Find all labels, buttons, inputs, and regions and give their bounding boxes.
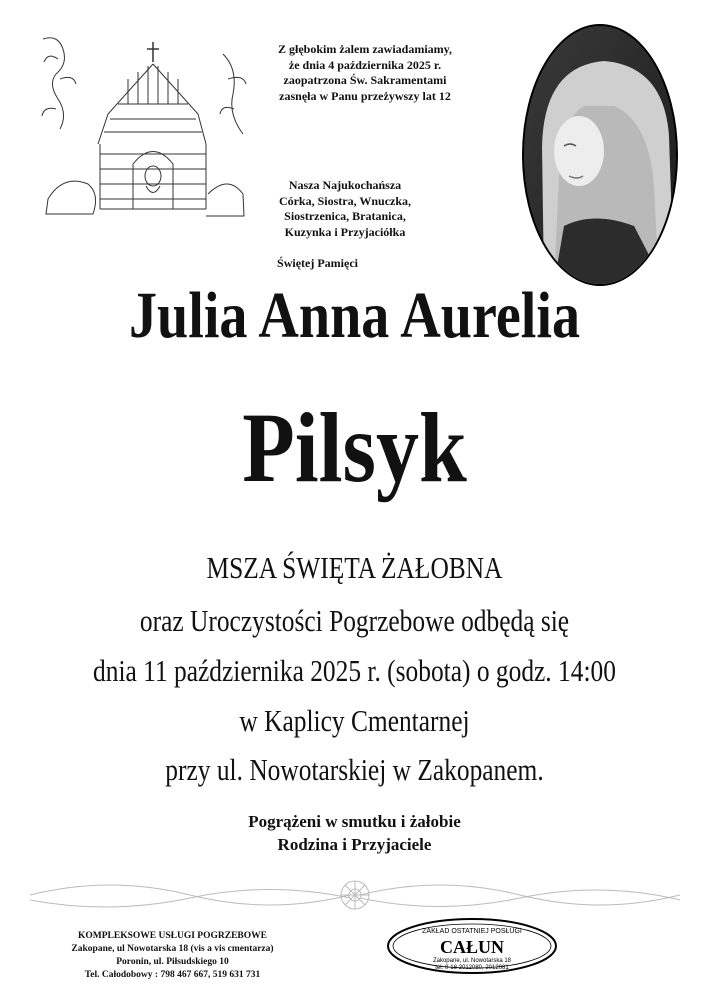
family-role-line: Siostrzenica, Bratanica, [284, 209, 406, 223]
family-roles [240, 178, 450, 240]
ceremony-date: dnia 11 października 2025 r. (sobota) o godz. 14:00 [93, 653, 616, 688]
intro-line: zasnęła w Panu przeżywszy lat 12 [279, 88, 451, 103]
company-name: KOMPLEKSOWE USŁUGI POGRZEBOWE [78, 931, 267, 941]
intro-line: że dnia 4 października 2025 r. [288, 57, 442, 72]
logo-arc-text: ZAKŁAD OSTATNIEJ POSŁUGI [422, 928, 522, 935]
mourners-line: Pogrążeni w smutku i żałobie [248, 812, 461, 831]
intro-line: Z głębokim żalem zawiadamiamy, [278, 42, 452, 56]
mass-title: MSZA ŚWIĘTA ŻAŁOBNA [206, 550, 503, 585]
intro-line: zaopatrzona Św. Sakramentami [283, 73, 447, 87]
logo-address: Zakopane, ul. Nowotarska 18 [432, 958, 512, 964]
address-line: Poronin, ul. Piłsudskiego 10 [116, 957, 229, 967]
funeral-home-info [30, 930, 315, 982]
logo-phone: tel. 0-18 2012080, 2012081 [435, 965, 509, 971]
family-role-line: Córka, Siostra, Wnuczka, [278, 193, 412, 208]
calun-logo [385, 916, 560, 976]
chapel-sketch [38, 24, 250, 224]
memory-label: Świętej Pamięci [277, 256, 358, 270]
surname: Pilsyk [242, 392, 467, 503]
ceremony-text: oraz Uroczystości Pogrzebowe odbędą się [139, 603, 570, 638]
ornament-divider [30, 870, 680, 920]
mourners [0, 810, 709, 856]
mourners-line: Rodzina i Przyjaciele [277, 835, 432, 854]
announcement-intro [235, 42, 495, 104]
portrait-photo [522, 24, 678, 286]
address-line: Zakopane, ul Nowotarska 18 (vis a vis cmentarza) [71, 944, 274, 954]
ceremony-address: przy ul. Nowotarskiej w Zakopanem. [165, 752, 544, 787]
family-role-line: Nasza Najukochańsza [288, 178, 402, 192]
phone-line: Tel. Całodobowy : 798 467 667, 519 631 731 [84, 970, 261, 980]
logo-name: CAŁUN [439, 937, 505, 957]
ceremony-place: w Kaplicy Cmentarnej [239, 703, 470, 738]
first-names: Julia Anna Aurelia [128, 279, 581, 352]
family-role-line: Kuzynka i Przyjaciółka [284, 224, 406, 239]
